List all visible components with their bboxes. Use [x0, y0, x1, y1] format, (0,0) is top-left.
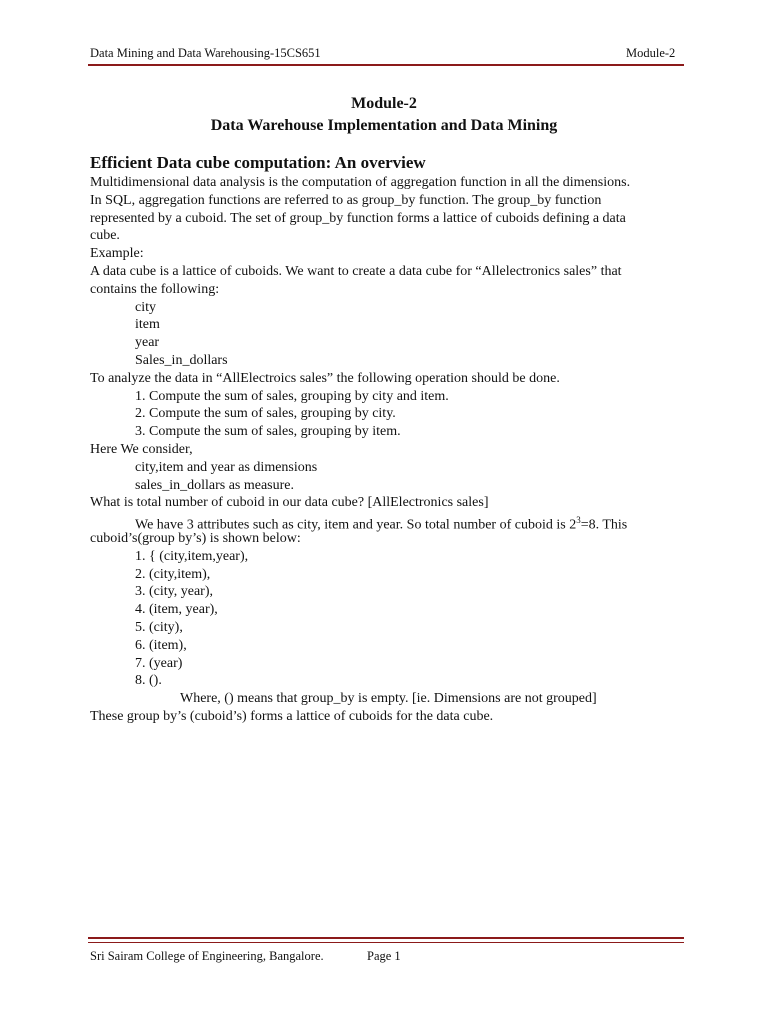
header-rule: [88, 64, 684, 66]
cuboid-item: 1. { (city,item,year),: [135, 548, 249, 564]
attribute-item: year: [135, 335, 160, 351]
paragraph-line: contains the following:: [90, 281, 220, 297]
operation-item: 1. Compute the sum of sales, grouping by city and item.: [135, 388, 449, 404]
paragraph-line: A data cube is a lattice of cuboids. We want to create a data cube for “Allelectronics sales” that: [90, 263, 622, 279]
cuboid-count-text: We have 3 attributes such as city, item and year. So total number of cuboid is 2: [135, 517, 577, 533]
paragraph-line: cuboid’s(group by’s) is shown below:: [90, 530, 301, 546]
paragraph-line: Where, () means that group_by is empty. [ie. Dimensions are not grouped]: [180, 691, 597, 707]
cuboid-count-result: =8. This: [580, 517, 628, 533]
exponent: 3: [576, 515, 581, 526]
cuboid-item: 7. (year): [135, 655, 183, 671]
header-title: Data Mining and Data Warehousing-15CS651: [90, 46, 321, 60]
paragraph-line: In SQL, aggregation functions are referred to as group_by function. The group_by function: [90, 192, 602, 208]
operation-item: 3. Compute the sum of sales, grouping by item.: [135, 424, 401, 440]
cuboid-item: 8. ().: [135, 673, 162, 689]
attribute-item: item: [135, 317, 160, 333]
header-module: Module-2: [626, 46, 676, 60]
footer-rule: [88, 937, 684, 939]
paragraph-line: What is total number of cuboid in our data cube? [AllElectronics sales]: [90, 495, 489, 511]
consider-item: sales_in_dollars as measure.: [135, 477, 295, 493]
section-heading: Efficient Data cube computation: An overview: [90, 153, 426, 172]
cuboid-item: 6. (item),: [135, 637, 187, 653]
cuboid-item: 4. (item, year),: [135, 602, 218, 618]
paragraph-line: cube.: [90, 228, 120, 244]
operation-item: 2. Compute the sum of sales, grouping by city.: [135, 406, 396, 422]
cuboid-item: 2. (city,item),: [135, 566, 211, 582]
page-subtitle: Data Warehouse Implementation and Data Mining: [210, 117, 558, 134]
paragraph-line: Multidimensional data analysis is the computation of aggregation function in all the dimensions.: [90, 175, 631, 190]
attribute-item: Sales_in_dollars: [135, 352, 228, 368]
body-text: [90, 174, 650, 726]
consider-item: city,item and year as dimensions: [135, 459, 318, 475]
cuboid-item: 5. (city),: [135, 619, 183, 635]
paragraph-line: Example:: [90, 246, 144, 262]
paragraph-line: Here We consider,: [90, 441, 193, 457]
paragraph-line: To analyze the data in “AllElectroics sales” the following operation should be done.: [90, 370, 560, 386]
cuboid-item: 3. (city, year),: [135, 584, 213, 600]
attribute-item: city: [135, 299, 156, 315]
page-title: Module-2: [351, 95, 417, 112]
page-number: Page 1: [367, 949, 401, 963]
paragraph-line: These group by’s (cuboid’s) forms a lattice of cuboids for the data cube.: [90, 708, 494, 724]
footer-rule-thin: [88, 942, 684, 943]
footer-institution: Sri Sairam College of Engineering, Bangalore.: [90, 949, 324, 963]
paragraph-line: [90, 512, 650, 533]
paragraph-line: represented by a cuboid. The set of group_by function forms a lattice of cuboids defining a data: [90, 210, 626, 226]
